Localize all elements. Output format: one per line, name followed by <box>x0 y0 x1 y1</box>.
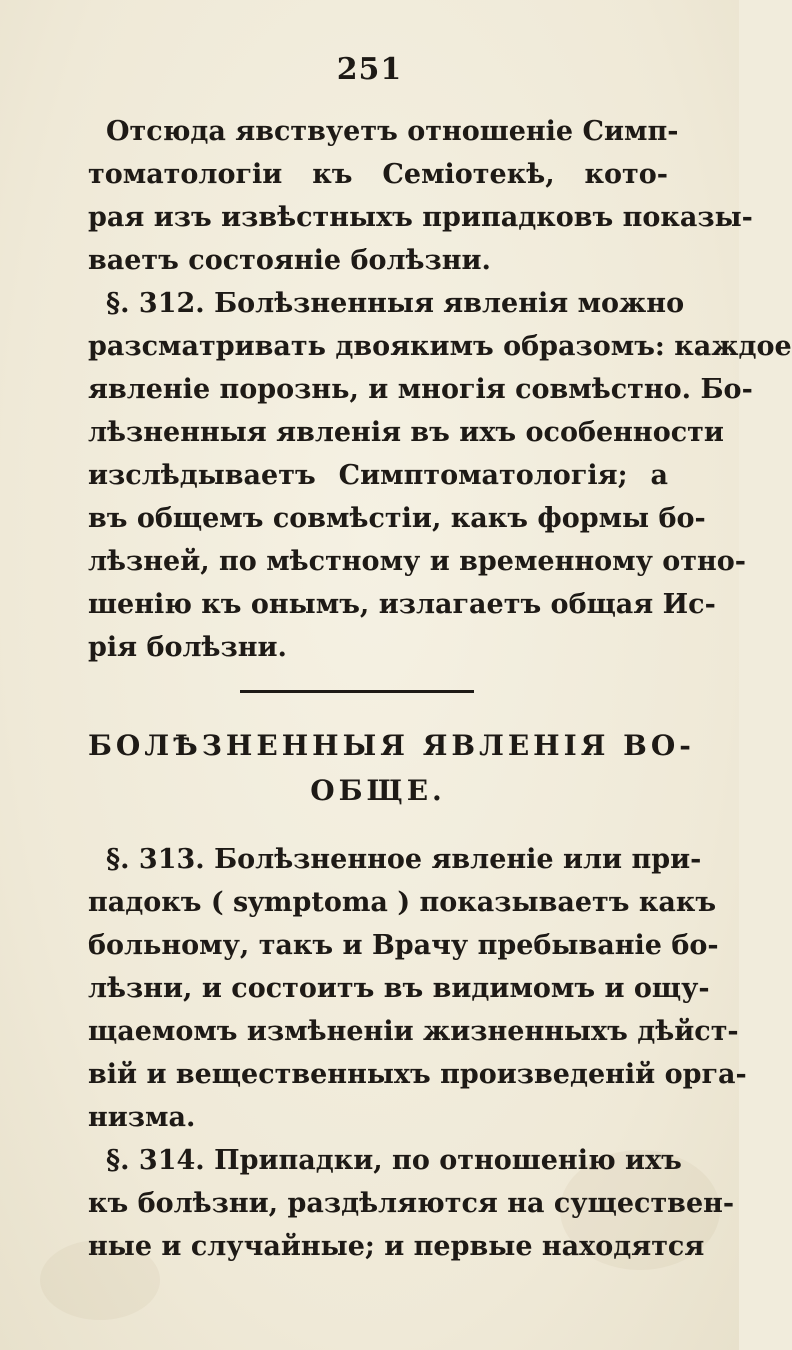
text-line: щаемомъ измѣненіи жизненныхъ дѣйст- <box>88 1016 739 1047</box>
text-line: лѣзни, и состоитъ въ видимомъ и ощу- <box>88 973 710 1004</box>
section-divider <box>240 690 474 693</box>
text-line: лѣзненныя явленія въ ихъ особенности <box>88 417 724 448</box>
text-line: въ общемъ совмѣстіи, какъ формы бо- <box>88 503 706 534</box>
text-line: томатологіи къ Семіотекѣ, кото- <box>88 159 668 190</box>
text-line: Отсюда явствуетъ отношеніе Симп- <box>106 116 679 147</box>
text-line: изслѣдываетъ Симптоматологія; а <box>88 460 668 491</box>
text-line: вій и вещественныхъ произведеній орга- <box>88 1059 747 1090</box>
text-line: явленіе порознь, и многія совмѣстно. Бо- <box>88 374 753 405</box>
section-heading: БОЛѢЗНЕННЫЯ ЯВЛЕНІЯ ВО- <box>88 729 695 762</box>
text-line: §. 313. Болѣзненное явленіе или при- <box>106 844 702 875</box>
text-line: шенію къ онымъ, излагаетъ общая Ис- <box>88 589 716 620</box>
text-line: падокъ ( symptoma ) показываетъ какъ <box>88 887 717 918</box>
text-line: §. 312. Болѣзненныя явленія можно <box>106 288 685 319</box>
text-line: низма. <box>88 1102 196 1133</box>
section-heading: ОБЩЕ. <box>310 774 446 807</box>
text-line: рая изъ извѣстныхъ припадковъ показы- <box>88 202 753 233</box>
page-number: 251 <box>336 52 403 87</box>
text-line: къ болѣзни, раздѣляются на существен- <box>88 1188 735 1219</box>
text-line: §. 314. Припадки, по отношенію ихъ <box>106 1145 682 1176</box>
text-line: ваетъ состояніе болѣзни. <box>88 245 491 276</box>
text-line: ные и случайные; и первые находятся <box>88 1231 705 1262</box>
text-line: лѣзней, по мѣстному и временному отно- <box>88 546 746 577</box>
text-line: больному, такъ и Врачу пребываніе бо- <box>88 930 719 961</box>
text-line: разсматривать двоякимъ образомъ: каждое <box>88 331 792 362</box>
text-line: рія болѣзни. <box>88 632 287 663</box>
